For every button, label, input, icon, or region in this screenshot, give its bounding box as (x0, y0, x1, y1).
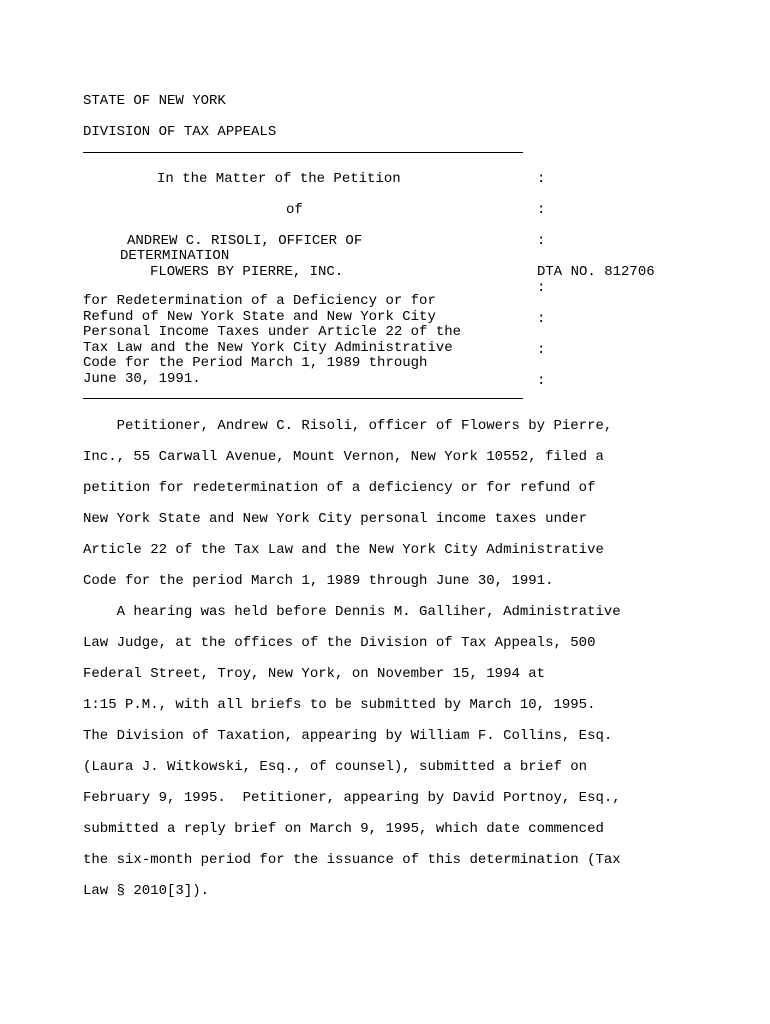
body-line: (Laura J. Witkowski, Esq., of counsel), submitted a brief on (83, 759, 588, 775)
caption-colon: : (537, 280, 546, 296)
petitioner-name-line1: ANDREW C. RISOLI, OFFICER OF (127, 233, 363, 249)
caption-colon: : (537, 171, 546, 187)
body-line: A hearing was held before Dennis M. Galliher, Administrative (83, 604, 621, 620)
purpose-line: Refund of New York State and New York City (83, 308, 436, 325)
body-line: Inc., 55 Carwall Avenue, Mount Vernon, New York 10552, filed a (83, 449, 604, 465)
body-line: New York State and New York City personal income taxes under (83, 511, 588, 527)
caption-colon: : (537, 233, 546, 249)
purpose-line: Tax Law and the New York City Administrative (83, 339, 453, 356)
body-line: Code for the period March 1, 1989 through June 30, 1991. (83, 573, 554, 589)
body-line: The Division of Taxation, appearing by William F. Collins, Esq. (83, 728, 613, 744)
body-line: Article 22 of the Tax Law and the New York City Administrative (83, 542, 604, 558)
purpose-line: for Redetermination of a Deficiency or for (83, 293, 436, 309)
paragraph-petition (83, 411, 612, 597)
caption-colon: : (537, 373, 546, 389)
dta-number: DTA NO. 812706 (537, 264, 655, 280)
body-line: 1:15 P.M., with all briefs to be submitted by March 10, 1995. (83, 697, 596, 713)
petitioner-name-line2: DETERMINATION (120, 248, 230, 264)
body-line: petition for redetermination of a deficiency or for refund of (83, 480, 596, 496)
caption-colon: : (537, 311, 546, 327)
body-line: Federal Street, Troy, New York, on November 15, 1994 at (83, 666, 546, 682)
bottom-divider (83, 398, 523, 399)
caption-colon: : (537, 342, 546, 358)
caption-colon: : (537, 202, 546, 218)
petition-purpose (83, 294, 523, 388)
petitioner-name-line3: FLOWERS BY PIERRE, INC. (150, 264, 344, 280)
body-line: the six-month period for the issuance of this determination (Tax (83, 852, 621, 868)
division-heading: DIVISION OF TAX APPEALS (83, 124, 277, 140)
top-divider (83, 152, 523, 153)
caption-matter: In the Matter of the Petition (157, 171, 401, 187)
purpose-line: Code for the Period March 1, 1989 through (83, 355, 428, 372)
body-line: submitted a reply brief on March 9, 1995, which date commenced (83, 821, 604, 837)
state-heading: STATE OF NEW YORK (83, 93, 226, 109)
caption-of: of (286, 202, 303, 218)
body-line: Law § 2010[3]). (83, 883, 210, 899)
purpose-line: June 30, 1991. (83, 370, 201, 387)
body-line: February 9, 1995. Petitioner, appearing by David Portnoy, Esq., (83, 790, 621, 806)
body-line: Law Judge, at the offices of the Division of Tax Appeals, 500 (83, 635, 596, 651)
paragraph-hearing (83, 597, 621, 907)
body-line: Petitioner, Andrew C. Risoli, officer of Flowers by Pierre, (83, 418, 613, 434)
purpose-line: Personal Income Taxes under Article 22 of the (83, 324, 462, 341)
